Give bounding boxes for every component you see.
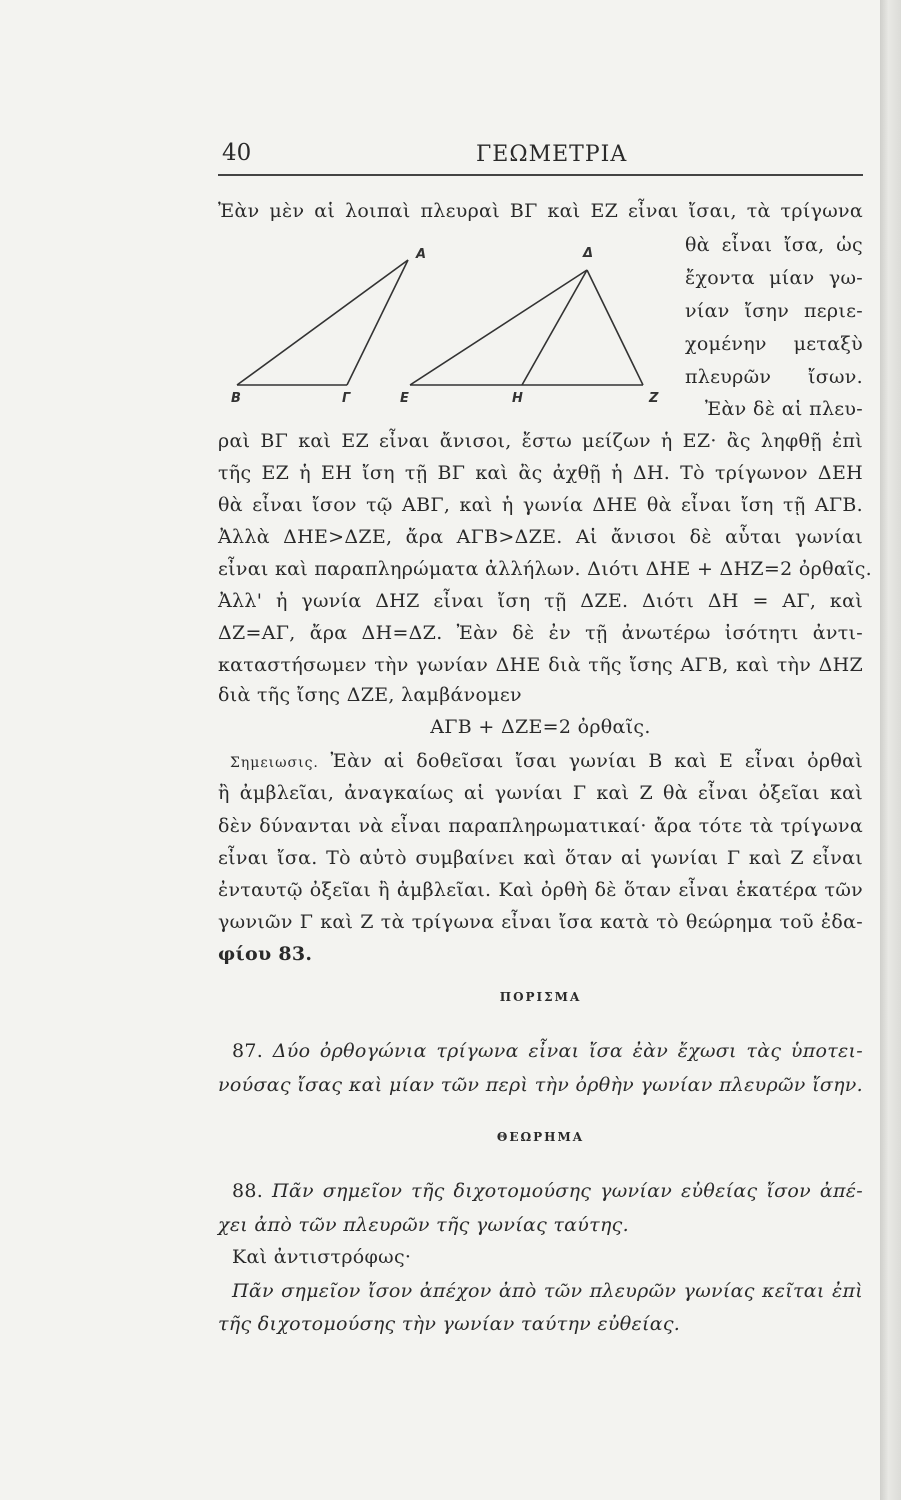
text-line: Πᾶν σημεῖον ἴσον ἀπέχον ἀπὸ τῶν πλευρῶν γωνίας κεῖται ἐπὶ <box>232 1280 863 1302</box>
text-line: ραὶ ΒΓ καὶ ΕΖ εἶναι ἄνισοι, ἔστω μείζων ἡ ΕΖ· ἂς ληφθῇ ἐπὶ <box>218 430 863 452</box>
note-text: Ἐὰν αἱ δοθεῖσαι ἴσαι γωνίαι Β καὶ Ε εἶναι ὀρθαὶ <box>318 750 863 772</box>
porisma-text: Δύο ὀρθογώνια τρίγωνα εἶναι ἴσα ἐὰν ἔχωσι τὰς ὑποτει- <box>272 1040 863 1062</box>
text-line: ἐνταυτῷ ὀξεῖαι ἢ ἀμβλεῖαι. Καὶ ὀρθὴ δὲ ὅταν εἶναι ἑκατέρα τῶν <box>218 879 863 901</box>
text-line: φίου 83. <box>218 943 313 965</box>
triangles-figure <box>215 240 685 415</box>
segment-dh <box>522 270 587 385</box>
text-line: ἔχοντα μίαν γω- <box>685 267 863 289</box>
text-line: ΔΖ=ΑΓ, ἄρα ΔΗ=ΔΖ. Ἐὰν δὲ ἐν τῇ ἀνωτέρω ἰσότητι ἀντι- <box>218 622 863 644</box>
label-b: Β <box>231 391 241 406</box>
running-header <box>218 136 863 176</box>
text-line: τῆς διχοτομούσης τὴν γωνίαν ταύτην εὐθείας. <box>218 1313 681 1335</box>
label-z: Ζ <box>649 391 659 406</box>
label-g: Γ <box>342 391 351 406</box>
page-number: 40 <box>222 140 252 166</box>
label-d: Δ <box>583 246 594 261</box>
theorema-first-line <box>232 1180 863 1202</box>
text-line: ἢ ἀμβλεῖαι, ἀναγκαίως αἱ γωνίαι Γ καὶ Ζ θὰ εἶναι ὀξεῖαι καὶ <box>218 782 863 804</box>
note-label: Σημειωσις. <box>230 755 319 771</box>
text-line: δὲν δύνανται νὰ εἶναι παραπληρωματικαί· ἄρα τότε τὰ τρίγωνα <box>218 815 863 837</box>
side-dz <box>587 270 643 385</box>
text-line: καταστήσωμεν τὴν γωνίαν ΔΗΕ διὰ τῆς ἴσης ΑΓΒ, καὶ τὴν ΔΗΖ <box>218 654 863 676</box>
text-line: θὰ εἶναι ἴσα, ὡς <box>685 234 863 256</box>
side-ed <box>410 270 587 385</box>
triangles-diagram <box>215 240 685 415</box>
note-first-line <box>230 750 863 772</box>
porisma-first-line <box>232 1040 863 1062</box>
label-h: Η <box>512 391 523 406</box>
side-ba <box>237 260 408 385</box>
side-ga <box>347 260 408 385</box>
theorema-number: 88. <box>232 1180 264 1202</box>
text-line: διὰ τῆς ἴσης ΔΖΕ, λαμβάνομεν <box>218 684 522 706</box>
label-e: Ε <box>400 391 409 406</box>
text-line: εἶναι ἴσα. Τὸ αὐτὸ συμβαίνει καὶ ὅταν αἱ γωνίαι Γ καὶ Ζ εἶναι <box>218 847 863 869</box>
converse-label: Καὶ ἀντιστρόφως· <box>232 1246 412 1268</box>
text-line: τῆς ΕΖ ἡ ΕΗ ἴση τῇ ΒΓ καὶ ἂς ἀχθῇ ἡ ΔΗ. Τὸ τρίγωνον ΔΕΗ <box>218 462 863 484</box>
theorema-heading: ΘΕΩΡΗΜΑ <box>496 1130 585 1144</box>
text-line: χομένην μεταξὺ <box>685 333 863 355</box>
text-line: θὰ εἶναι ἴσον τῷ ΑΒΓ, καὶ ἡ γωνία ΔΗΕ θὰ εἶναι ἴση τῇ ΑΓΒ. <box>218 494 863 516</box>
text-line: νίαν ἴσην περιε- <box>685 300 863 322</box>
equation: ΑΓΒ + ΔΖΕ=2 ὀρθαῖς. <box>430 716 651 738</box>
text-line: γωνιῶν Γ καὶ Ζ τὰ τρίγωνα εἶναι ἴσα κατὰ τὸ θεώρημα τοῦ ἐδα- <box>218 911 863 933</box>
page-edge <box>880 0 901 1500</box>
label-a: Α <box>416 247 427 262</box>
porisma-heading: ΠΟΡΙΣΜΑ <box>499 990 582 1004</box>
text-line: πλευρῶν ἴσων. <box>685 366 863 388</box>
text-line: νούσας ἴσας καὶ μίαν τῶν περὶ τὴν ὀρθὴν γωνίαν πλευρῶν ἴσην. <box>218 1074 863 1096</box>
text-line: Ἀλλὰ ΔΗΕ>ΔΖΕ, ἄρα ΑΓΒ>ΔΖΕ. Αἱ ἄνισοι δὲ αὗται γωνίαι <box>218 526 863 548</box>
theorema-text: Πᾶν σημεῖον τῆς διχοτομούσης γωνίαν εὐθείας ἴσον ἀπέ- <box>272 1180 863 1202</box>
porisma-number: 87. <box>232 1040 264 1062</box>
text-line: χει ἀπὸ τῶν πλευρῶν τῆς γωνίας ταύτης. <box>218 1214 629 1236</box>
text-line: Ἐὰν δὲ αἱ πλευ- <box>705 398 863 420</box>
header-rule <box>218 174 863 176</box>
text-line: εἶναι καὶ παραπληρώματα ἀλλήλων. Διότι ΔΗΕ + ΔΗΖ=2 ὀρθαῖς. <box>218 558 872 580</box>
text-line: Ἀλλ' ἡ γωνία ΔΗΖ εἶναι ἴση τῇ ΔΖΕ. Διότι ΔΗ = ΑΓ, καὶ <box>218 590 863 612</box>
running-title: ΓΕΩΜΕΤΡΙΑ <box>476 142 628 167</box>
text-line: Ἐὰν μὲν αἱ λοιπαὶ πλευραὶ ΒΓ καὶ ΕΖ εἶναι ἴσαι, τὰ τρίγωνα <box>218 200 863 222</box>
